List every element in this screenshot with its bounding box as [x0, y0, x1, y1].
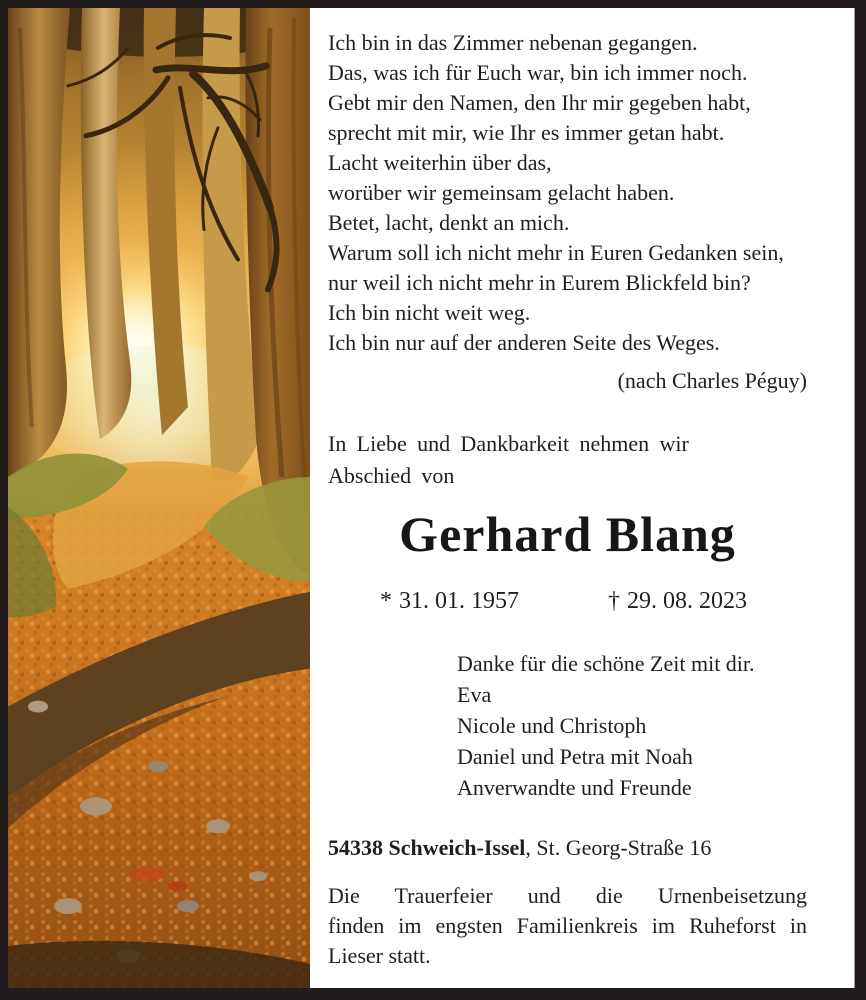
notice-content [310, 8, 854, 988]
funeral-info [328, 881, 807, 971]
address-street: , St. Georg-Straße 16 [525, 835, 712, 860]
memorial-photo [8, 8, 310, 988]
notice-paper [8, 8, 855, 988]
mourners-line: Danke für die schöne Zeit mit dir. [457, 651, 755, 676]
poem-line: Warum soll ich nicht mehr in Euren Gedanken sein, [328, 240, 784, 265]
poem-line: Ich bin in das Zimmer nebenan gegangen. [328, 30, 698, 55]
farewell-intro [328, 428, 807, 492]
poem-line: Das, was ich für Euch war, bin ich immer noch. [328, 60, 748, 85]
mourners-line: Nicole und Christoph [457, 713, 647, 738]
address-line [328, 833, 807, 863]
address-city: 54338 Schweich-Issel [328, 835, 526, 860]
birth-date [380, 586, 519, 616]
death-date-value: 29. 08. 2023 [627, 588, 747, 614]
funeral-info-line: finden im engsten Familienkreis im Ruheforst in [328, 913, 807, 938]
birth-date-value: 31. 01. 1957 [399, 588, 519, 614]
poem-line: Gebt mir den Namen, den Ihr mir gegeben habt, [328, 90, 751, 115]
birth-star-symbol: * [380, 588, 392, 614]
deceased-name: Gerhard Blang [399, 506, 736, 562]
poem-line: nur weil ich nicht mehr in Eurem Blickfeld bin? [328, 270, 751, 295]
death-date [608, 586, 747, 616]
intro-line: Abschied von [328, 463, 455, 488]
mourners-line: Daniel und Petra mit Noah [457, 744, 693, 769]
poem-line: Lacht weiterhin über das, [328, 150, 552, 175]
memorial-poem [328, 28, 807, 396]
poem-line: Betet, lacht, denkt an mich. [328, 210, 570, 235]
poem-line: Ich bin nicht weit weg. [328, 300, 531, 325]
poem-line: worüber wir gemeinsam gelacht haben. [328, 180, 675, 205]
death-cross-symbol: † [608, 588, 620, 614]
poem-line: Ich bin nur auf der anderen Seite des Weges. [328, 330, 720, 355]
poem-line: sprecht mit mir, wie Ihr es immer getan habt. [328, 120, 725, 145]
life-dates [328, 586, 807, 616]
mourners-line: Anverwandte und Freunde [457, 775, 692, 800]
poem-attribution: (nach Charles Péguy) [617, 368, 807, 393]
mourners-list [328, 648, 807, 803]
funeral-info-line: Lieser statt. [328, 943, 431, 968]
intro-line: In Liebe und Dankbarkeit nehmen wir [328, 431, 689, 456]
funeral-info-line: Die Trauerfeier und die Urnenbeisetzung [328, 883, 807, 908]
mourners-line: Eva [457, 682, 492, 707]
forest-path-illustration [8, 8, 310, 988]
